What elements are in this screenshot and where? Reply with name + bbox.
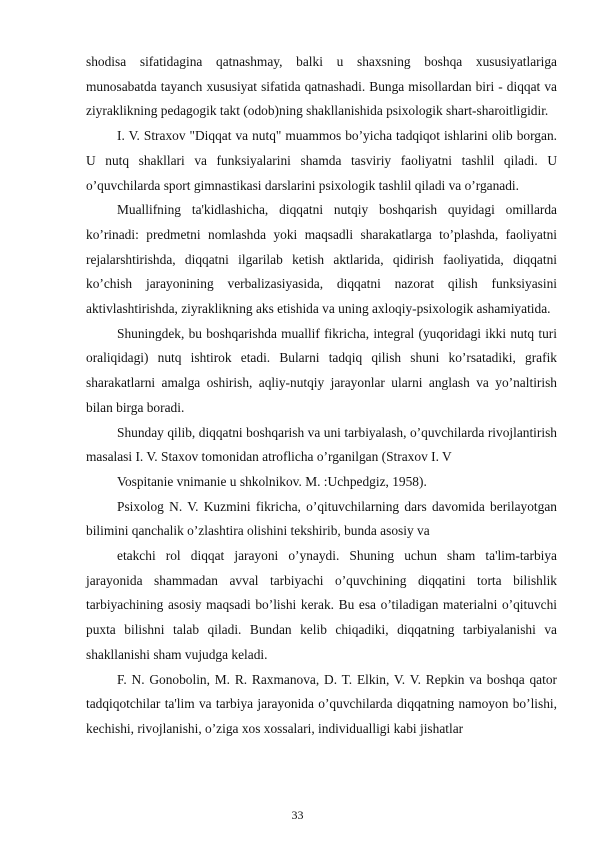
paragraph-6: Vospitanie vnimanie u shkolnikov. M. :Uchpedgiz, 1958).	[117, 473, 427, 489]
paragraph-1: shodisa sifatidagina qatnashmay, balki u shaxsning boshqa xususiyatlariga munosabatda tayanch xususiyat sifatida qatnashadi. Bunga misollardan biri - diqqat va ziyraklikning pedagogik takt (odob)ning shakllanishida psixologik shart-sharoitligidir.	[86, 54, 557, 119]
paragraph-5: Shunday qilib, diqqatni boshqarish va uni tarbiyalash, o’quvchilarda rivojlantirish masalasi I. V. Staxov tomonidan atroflicha o’rganilgan (Straxov I. V	[86, 424, 557, 465]
paragraph-8: etakchi rol diqqat jarayoni o’ynaydi. Shuning uchun sham ta'lim-tarbiya jarayonida shammadan avval tarbiyachi o’quvchining diqqatini torta bilishlik tarbiyachining asosiy maqsadi bo’lishi kerak. Bu esa o’tiladigan materialni o’qituvchi puxta bilishni talab qiladi. Bundan kelib chiqadiki, diqqatning tarbiyalanishi va shakllanishi sham vujudga keladi.	[86, 548, 557, 662]
paragraph-4: Shuningdek, bu boshqarishda muallif fikricha, integral (yuqoridagi ikki nutq turi oraliqidagi) nutq ishtirok etadi. Bularni tadqiq qilish shuni ko’rsatadiki, grafik sharakatlarni amalga oshirish, aqliy-nutqiy jarayonlar ularni anglash va yo’naltirish bilan birga boradi.	[86, 325, 557, 415]
document-body	[86, 50, 557, 742]
paragraph-9: F. N. Gonobolin, M. R. Raxmanova, D. T. Elkin, V. V. Repkin va boshqa qator tadqiqotchilar ta'lim va tarbiya jarayonida o’quvchilarda diqqatning namoyon bo’lishi, kechishi, rivojlanishi, o’ziga xos xossalari, individualligi kabi jishatlar	[86, 671, 557, 736]
paragraph-3: Muallifning ta'kidlashicha, diqqatni nutqiy boshqarish quyidagi omillarda ko’rinadi: predmetni nomlashda yoki maqsadli sharakatlarga to’plashda, faoliyatni rejalarshtirishda, diqqatni ilgarilab ketish aktlarida, qidirish faoliyatida, diqqatni ko’chish jarayonining verbalizasiyasida, diqqatni nazorat qilish funksiyasini aktivlashtirishda, ziyraklikning aks etishida va uning axloqiy-psixologik ashamiyatida.	[86, 202, 557, 317]
page-number: 33	[291, 808, 304, 822]
paragraph-7: Psixolog N. V. Kuzmini fikricha, o’qituvchilarning dars davomida berilayotgan bilimini qanchalik o’zlashtira olishini tekshirib, bunda asosiy va	[86, 498, 557, 539]
paragraph-2: I. V. Straxov "Diqqat va nutq" muammos bo’yicha tadqiqot ishlarini olib borgan. U nutq shakllari va funksiyalarini shamda tasviriy faoliyatni tashlil qiladi. U o’quvchilarda sport gimnastikasi darslarini psixologik tashlil qiladi va o’rganadi.	[86, 128, 557, 193]
